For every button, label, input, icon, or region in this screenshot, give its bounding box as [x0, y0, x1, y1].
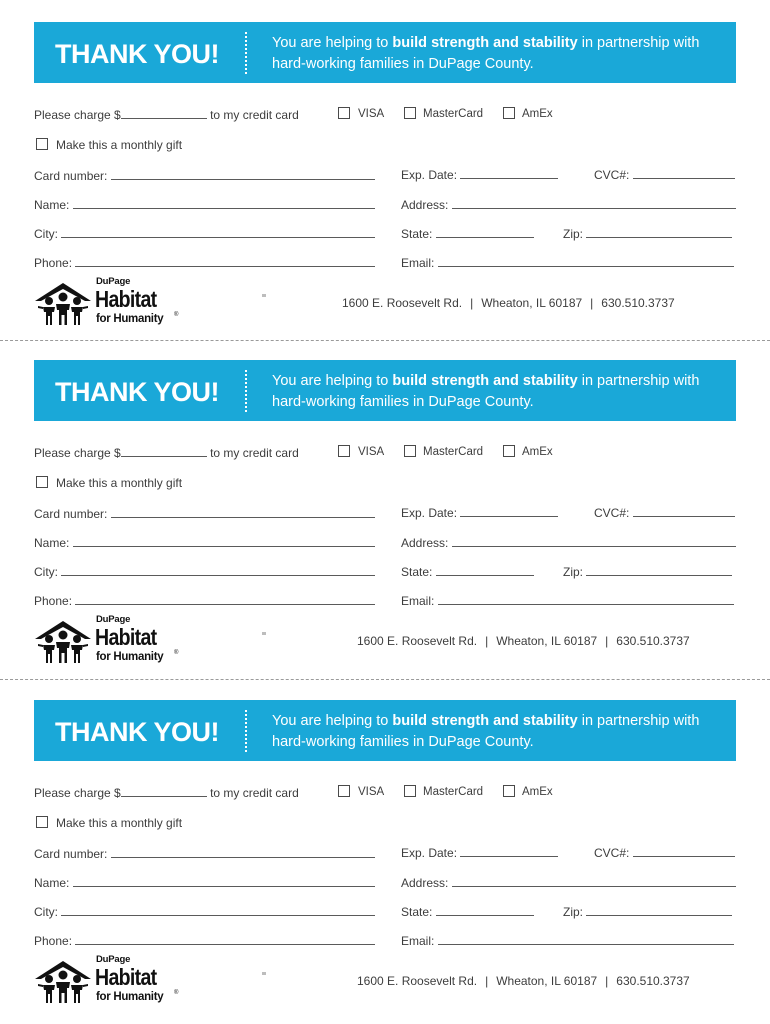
monthly-gift-checkbox[interactable] — [36, 138, 48, 150]
contact-line: 1600 E. Roosevelt Rd. | Wheaton, IL 60187 | 630.510.3737 — [357, 974, 690, 988]
phone-field[interactable]: Phone: — [34, 256, 375, 270]
banner-message: You are helping to build strength and stability in partnership with hard-working families in DuPage County. — [272, 35, 700, 72]
monthly-gift-label: Make this a monthly gift — [56, 138, 183, 152]
thank-you-banner — [34, 700, 736, 761]
logo-habitat-text: Habitat — [95, 964, 157, 990]
contact-street: 1600 E. Roosevelt Rd. — [342, 296, 463, 310]
thank-you-heading: THANK YOU! — [55, 39, 220, 69]
thank-you-banner — [34, 360, 736, 421]
zip-field[interactable]: Zip: — [563, 227, 732, 241]
logo-habitat-text: Habitat — [95, 286, 157, 312]
charge-amount-field[interactable]: Please charge $ to my credit card — [34, 786, 299, 800]
zip-field[interactable]: Zip: — [563, 905, 732, 919]
contact-line: 1600 E. Roosevelt Rd. | Wheaton, IL 60187 | 630.510.3737 — [357, 634, 690, 648]
name-field[interactable]: Name: — [34, 876, 375, 890]
thank-you-heading: THANK YOU! — [55, 377, 220, 407]
visa-label: VISA — [358, 786, 385, 798]
zip-field[interactable]: Zip: — [563, 565, 732, 579]
contact-city: Wheaton, IL 60187 — [496, 634, 598, 648]
amex-label: AmEx — [522, 108, 553, 120]
name-field[interactable]: Name: — [34, 536, 375, 550]
name-field[interactable]: Name: — [34, 198, 375, 212]
logo-humanity-text: for Humanity — [96, 651, 164, 663]
logo-registered-mark: ® — [174, 650, 179, 656]
monthly-gift-checkbox[interactable] — [36, 476, 48, 488]
amex-checkbox[interactable] — [503, 785, 515, 797]
cvc-field[interactable]: CVC#: — [594, 168, 735, 182]
donation-slip-1 — [0, 0, 770, 340]
exp-date-field[interactable]: Exp. Date: — [401, 506, 558, 520]
contact-city: Wheaton, IL 60187 — [481, 296, 583, 310]
card-number-field[interactable]: Card number: — [34, 847, 375, 861]
exp-date-field[interactable]: Exp. Date: — [401, 168, 558, 182]
visa-checkbox[interactable] — [338, 785, 350, 797]
print-speck — [262, 294, 266, 297]
state-field[interactable]: State: — [401, 227, 534, 241]
cvc-field[interactable]: CVC#: — [594, 506, 735, 520]
print-speck — [262, 972, 266, 975]
monthly-gift-label: Make this a monthly gift — [56, 476, 183, 490]
banner-divider — [245, 370, 247, 412]
habitat-house-people-icon — [34, 958, 92, 1004]
amex-checkbox[interactable] — [503, 107, 515, 119]
banner-divider — [245, 710, 247, 752]
charge-amount-field[interactable]: Please charge $ to my credit card — [34, 446, 299, 460]
habitat-logo — [34, 954, 179, 1006]
banner-divider — [245, 32, 247, 74]
card-number-field[interactable]: Card number: — [34, 507, 375, 521]
mastercard-label: MasterCard — [423, 446, 484, 458]
phone-field[interactable]: Phone: — [34, 594, 375, 608]
contact-street: 1600 E. Roosevelt Rd. — [357, 974, 478, 988]
city-field[interactable]: City: — [34, 565, 375, 579]
contact-city: Wheaton, IL 60187 — [496, 974, 598, 988]
thank-you-heading: THANK YOU! — [55, 717, 220, 747]
mastercard-checkbox[interactable] — [404, 785, 416, 797]
banner-message: You are helping to build strength and stability in partnership with hard-working families in DuPage County. — [272, 373, 700, 410]
habitat-logo — [34, 276, 179, 328]
habitat-house-people-icon — [34, 280, 92, 326]
cvc-field[interactable]: CVC#: — [594, 846, 735, 860]
city-field[interactable]: City: — [34, 227, 375, 241]
mastercard-label: MasterCard — [423, 108, 484, 120]
logo-humanity-text: for Humanity — [96, 991, 164, 1003]
donation-slip-2 — [0, 338, 770, 678]
habitat-house-people-icon — [34, 618, 92, 664]
email-field[interactable]: Email: — [401, 934, 734, 948]
phone-field[interactable]: Phone: — [34, 934, 375, 948]
donation-slip-3 — [0, 678, 770, 1018]
charge-amount-field[interactable]: Please charge $ to my credit card — [34, 108, 299, 122]
email-field[interactable]: Email: — [401, 256, 734, 270]
amex-label: AmEx — [522, 446, 553, 458]
amex-label: AmEx — [522, 786, 553, 798]
print-speck — [262, 632, 266, 635]
exp-date-field[interactable]: Exp. Date: — [401, 846, 558, 860]
logo-dupage-text: DuPage — [96, 276, 131, 287]
habitat-logo — [34, 614, 179, 666]
state-field[interactable]: State: — [401, 565, 534, 579]
address-field[interactable]: Address: — [401, 876, 736, 890]
card-number-field[interactable]: Card number: — [34, 169, 375, 183]
logo-humanity-text: for Humanity — [96, 313, 164, 325]
visa-checkbox[interactable] — [338, 107, 350, 119]
contact-street: 1600 E. Roosevelt Rd. — [357, 634, 478, 648]
visa-label: VISA — [358, 446, 385, 458]
mastercard-label: MasterCard — [423, 786, 484, 798]
visa-checkbox[interactable] — [338, 445, 350, 457]
banner-message: You are helping to build strength and stability in partnership with hard-working families in DuPage County. — [272, 713, 700, 750]
amex-checkbox[interactable] — [503, 445, 515, 457]
logo-habitat-text: Habitat — [95, 624, 157, 650]
address-field[interactable]: Address: — [401, 198, 736, 212]
email-field[interactable]: Email: — [401, 594, 734, 608]
city-field[interactable]: City: — [34, 905, 375, 919]
logo-registered-mark: ® — [174, 990, 179, 996]
address-field[interactable]: Address: — [401, 536, 736, 550]
mastercard-checkbox[interactable] — [404, 107, 416, 119]
logo-dupage-text: DuPage — [96, 954, 131, 965]
logo-registered-mark: ® — [174, 312, 179, 318]
thank-you-banner — [34, 22, 736, 83]
state-field[interactable]: State: — [401, 905, 534, 919]
mastercard-checkbox[interactable] — [404, 445, 416, 457]
visa-label: VISA — [358, 108, 385, 120]
logo-dupage-text: DuPage — [96, 614, 131, 625]
contact-phone: 630.510.3737 — [601, 296, 675, 310]
monthly-gift-checkbox[interactable] — [36, 816, 48, 828]
monthly-gift-label: Make this a monthly gift — [56, 816, 183, 830]
contact-phone: 630.510.3737 — [616, 974, 690, 988]
contact-phone: 630.510.3737 — [616, 634, 690, 648]
contact-line: 1600 E. Roosevelt Rd. | Wheaton, IL 60187 | 630.510.3737 — [342, 296, 675, 310]
